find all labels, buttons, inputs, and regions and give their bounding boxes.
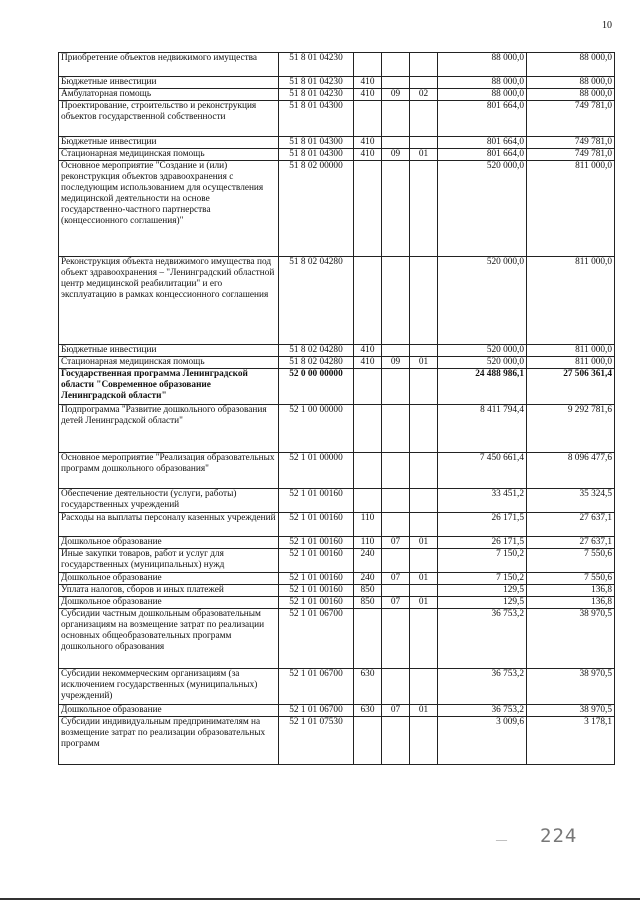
cell-sum-year-2: 7 550,6 [527, 573, 615, 585]
cell-sum-year-1: 7 450 661,4 [438, 453, 527, 489]
sheet-stamp-number: 224 [540, 825, 578, 847]
budget-table [58, 52, 615, 765]
cell-section: 09 [382, 89, 410, 101]
table-row [59, 369, 615, 405]
cell-target-article: 52 1 01 07530 [279, 717, 354, 765]
cell-section [382, 257, 410, 345]
cell-sum-year-1: 520 000,0 [438, 161, 527, 257]
cell-target-article: 51 8 02 04280 [279, 357, 354, 369]
cell-subsection: 01 [410, 705, 438, 717]
cell-target-article: 52 1 01 06700 [279, 609, 354, 669]
cell-sum-year-1: 8 411 794,4 [438, 405, 527, 453]
cell-sum-year-2: 811 000,0 [527, 345, 615, 357]
cell-subsection [410, 513, 438, 537]
table-row [59, 597, 615, 609]
cell-expense-type: 110 [354, 537, 382, 549]
cell-target-article: 52 1 01 00000 [279, 453, 354, 489]
cell-sum-year-2: 38 970,5 [527, 705, 615, 717]
cell-sum-year-1: 88 000,0 [438, 77, 527, 89]
cell-name: Стационарная медицинская помощь [59, 149, 279, 161]
table-row [59, 585, 615, 597]
cell-target-article: 51 8 01 04300 [279, 137, 354, 149]
cell-expense-type [354, 257, 382, 345]
cell-expense-type: 410 [354, 357, 382, 369]
cell-sum-year-1: 7 150,2 [438, 573, 527, 585]
cell-section [382, 453, 410, 489]
cell-section: 09 [382, 149, 410, 161]
cell-name: Проектирование, строительство и реконструкция объектов государственной собственности [59, 101, 279, 137]
cell-subsection [410, 161, 438, 257]
page-number: 10 [602, 20, 612, 31]
cell-expense-type: 410 [354, 77, 382, 89]
table-row [59, 537, 615, 549]
cell-section [382, 513, 410, 537]
cell-expense-type [354, 53, 382, 77]
cell-subsection: 01 [410, 537, 438, 549]
cell-sum-year-2: 27 637,1 [527, 537, 615, 549]
cell-subsection [410, 489, 438, 513]
cell-subsection: 01 [410, 573, 438, 585]
cell-target-article: 51 8 02 00000 [279, 161, 354, 257]
cell-section [382, 77, 410, 89]
cell-section: 09 [382, 357, 410, 369]
table-row [59, 405, 615, 453]
cell-sum-year-2: 9 292 781,6 [527, 405, 615, 453]
cell-sum-year-2: 38 970,5 [527, 669, 615, 705]
cell-target-article: 51 8 01 04230 [279, 89, 354, 101]
budget-table-body [59, 53, 615, 765]
table-row [59, 609, 615, 669]
cell-expense-type [354, 453, 382, 489]
cell-section [382, 585, 410, 597]
cell-subsection [410, 369, 438, 405]
cell-target-article: 52 0 00 00000 [279, 369, 354, 405]
cell-sum-year-1: 801 664,0 [438, 137, 527, 149]
cell-target-article: 52 1 01 06700 [279, 669, 354, 705]
cell-target-article: 51 8 01 04300 [279, 149, 354, 161]
cell-section [382, 101, 410, 137]
cell-subsection [410, 717, 438, 765]
cell-sum-year-1: 24 488 986,1 [438, 369, 527, 405]
table-row [59, 161, 615, 257]
cell-target-article: 52 1 00 00000 [279, 405, 354, 453]
cell-expense-type: 630 [354, 669, 382, 705]
cell-expense-type [354, 405, 382, 453]
cell-sum-year-2: 811 000,0 [527, 257, 615, 345]
cell-expense-type [354, 609, 382, 669]
cell-sum-year-2: 811 000,0 [527, 161, 615, 257]
cell-name: Основное мероприятие "Создание и (или) реконструкция объектов здравоохранения с последующим использованием для осуществления медицинской деятельности на основе государственно-частного партнерства (концессионного соглашения)" [59, 161, 279, 257]
cell-section [382, 345, 410, 357]
cell-name: Субсидии индивидуальным предпринимателям на возмещение затрат по реализации образовательных программ [59, 717, 279, 765]
cell-expense-type: 410 [354, 89, 382, 101]
cell-section: 07 [382, 537, 410, 549]
table-row [59, 77, 615, 89]
cell-sum-year-1: 520 000,0 [438, 257, 527, 345]
cell-expense-type: 630 [354, 705, 382, 717]
cell-target-article: 51 8 01 04300 [279, 101, 354, 137]
cell-subsection: 02 [410, 89, 438, 101]
cell-name: Реконструкция объекта недвижимого имущества под объект здравоохранения – "Ленинградский областной центр медицинской реабилитации" и его эксплуатацию в рамках концессионного соглашения [59, 257, 279, 345]
cell-subsection [410, 77, 438, 89]
cell-subsection [410, 53, 438, 77]
table-row [59, 489, 615, 513]
cell-sum-year-1: 520 000,0 [438, 357, 527, 369]
cell-subsection [410, 101, 438, 137]
cell-name: Бюджетные инвестиции [59, 137, 279, 149]
cell-sum-year-2: 749 781,0 [527, 137, 615, 149]
cell-name: Иные закупки товаров, работ и услуг для государственных (муниципальных) нужд [59, 549, 279, 573]
cell-expense-type: 850 [354, 585, 382, 597]
cell-sum-year-1: 129,5 [438, 585, 527, 597]
cell-section [382, 669, 410, 705]
cell-subsection [410, 405, 438, 453]
cell-sum-year-2: 38 970,5 [527, 609, 615, 669]
cell-target-article: 52 1 01 00160 [279, 549, 354, 573]
cell-sum-year-2: 27 506 361,4 [527, 369, 615, 405]
cell-target-article: 52 1 01 00160 [279, 597, 354, 609]
cell-subsection [410, 345, 438, 357]
cell-expense-type: 410 [354, 345, 382, 357]
cell-sum-year-2: 136,8 [527, 585, 615, 597]
cell-sum-year-1: 801 664,0 [438, 101, 527, 137]
cell-target-article: 51 8 02 04280 [279, 345, 354, 357]
cell-subsection [410, 257, 438, 345]
table-row [59, 89, 615, 101]
cell-expense-type [354, 369, 382, 405]
cell-target-article: 52 1 01 00160 [279, 537, 354, 549]
cell-sum-year-1: 26 171,5 [438, 513, 527, 537]
table-row [59, 101, 615, 137]
cell-subsection: 01 [410, 357, 438, 369]
table-row [59, 573, 615, 585]
cell-subsection [410, 549, 438, 573]
cell-section: 07 [382, 597, 410, 609]
cell-sum-year-1: 26 171,5 [438, 537, 527, 549]
stamp-dash: — [496, 834, 507, 846]
cell-target-article: 52 1 01 00160 [279, 585, 354, 597]
cell-target-article: 52 1 01 00160 [279, 489, 354, 513]
table-row [59, 513, 615, 537]
cell-name: Дошкольное образование [59, 537, 279, 549]
cell-subsection [410, 453, 438, 489]
cell-section: 07 [382, 705, 410, 717]
cell-sum-year-1: 3 009,6 [438, 717, 527, 765]
cell-name: Уплата налогов, сборов и иных платежей [59, 585, 279, 597]
cell-subsection [410, 669, 438, 705]
table-row [59, 717, 615, 765]
cell-expense-type [354, 101, 382, 137]
cell-expense-type: 240 [354, 573, 382, 585]
cell-sum-year-2: 8 096 477,6 [527, 453, 615, 489]
cell-subsection [410, 609, 438, 669]
cell-expense-type: 110 [354, 513, 382, 537]
cell-name: Дошкольное образование [59, 705, 279, 717]
cell-subsection [410, 137, 438, 149]
cell-sum-year-1: 7 150,2 [438, 549, 527, 573]
cell-section [382, 405, 410, 453]
cell-sum-year-1: 129,5 [438, 597, 527, 609]
cell-target-article: 51 8 01 04230 [279, 53, 354, 77]
cell-name: Обеспечение деятельности (услуги, работы) государственных учреждений [59, 489, 279, 513]
cell-sum-year-2: 88 000,0 [527, 89, 615, 101]
cell-sum-year-2: 27 637,1 [527, 513, 615, 537]
table-row [59, 149, 615, 161]
cell-sum-year-1: 33 451,2 [438, 489, 527, 513]
cell-sum-year-1: 801 664,0 [438, 149, 527, 161]
cell-name: Амбулаторная помощь [59, 89, 279, 101]
table-row [59, 357, 615, 369]
cell-target-article: 52 1 01 06700 [279, 705, 354, 717]
cell-expense-type: 410 [354, 137, 382, 149]
table-row [59, 549, 615, 573]
cell-expense-type [354, 717, 382, 765]
scan-bottom-edge [0, 898, 640, 900]
cell-name: Субсидии частным дошкольным образовательным организациям на возмещение затрат по реализации основных общеобразовательных программ дошкольного образования [59, 609, 279, 669]
cell-sum-year-2: 749 781,0 [527, 101, 615, 137]
cell-sum-year-2: 35 324,5 [527, 489, 615, 513]
cell-name: Дошкольное образование [59, 573, 279, 585]
cell-sum-year-2: 88 000,0 [527, 53, 615, 77]
cell-name: Бюджетные инвестиции [59, 345, 279, 357]
cell-name: Субсидии некоммерческим организациям (за исключением государственных (муниципальных) учреждений) [59, 669, 279, 705]
table-row [59, 453, 615, 489]
cell-section [382, 53, 410, 77]
cell-name: Бюджетные инвестиции [59, 77, 279, 89]
cell-expense-type [354, 489, 382, 513]
cell-expense-type: 240 [354, 549, 382, 573]
table-row [59, 705, 615, 717]
cell-section [382, 609, 410, 669]
cell-section [382, 489, 410, 513]
cell-subsection: 01 [410, 149, 438, 161]
cell-sum-year-2: 136,8 [527, 597, 615, 609]
cell-sum-year-2: 3 178,1 [527, 717, 615, 765]
cell-name: Дошкольное образование [59, 597, 279, 609]
cell-section: 07 [382, 573, 410, 585]
cell-section [382, 161, 410, 257]
cell-expense-type: 850 [354, 597, 382, 609]
cell-expense-type: 410 [354, 149, 382, 161]
cell-name: Подпрограмма "Развитие дошкольного образования детей Ленинградской области" [59, 405, 279, 453]
cell-subsection: 01 [410, 597, 438, 609]
cell-name: Расходы на выплаты персоналу казенных учреждений [59, 513, 279, 537]
cell-target-article: 51 8 01 04230 [279, 77, 354, 89]
table-row [59, 669, 615, 705]
cell-target-article: 52 1 01 00160 [279, 573, 354, 585]
cell-sum-year-2: 88 000,0 [527, 77, 615, 89]
cell-name: Основное мероприятие "Реализация образовательных программ дошкольного образования" [59, 453, 279, 489]
table-row [59, 345, 615, 357]
cell-section [382, 137, 410, 149]
cell-name: Стационарная медицинская помощь [59, 357, 279, 369]
cell-section [382, 549, 410, 573]
cell-sum-year-1: 88 000,0 [438, 89, 527, 101]
cell-sum-year-1: 36 753,2 [438, 609, 527, 669]
table-row [59, 137, 615, 149]
cell-section [382, 369, 410, 405]
cell-sum-year-2: 749 781,0 [527, 149, 615, 161]
cell-sum-year-1: 36 753,2 [438, 705, 527, 717]
cell-subsection [410, 585, 438, 597]
cell-target-article: 51 8 02 04280 [279, 257, 354, 345]
cell-section [382, 717, 410, 765]
cell-sum-year-1: 88 000,0 [438, 53, 527, 77]
cell-expense-type [354, 161, 382, 257]
table-row [59, 53, 615, 77]
cell-sum-year-1: 520 000,0 [438, 345, 527, 357]
table-row [59, 257, 615, 345]
cell-sum-year-2: 811 000,0 [527, 357, 615, 369]
cell-name: Государственная программа Ленинградской области "Современное образование Ленинградской области" [59, 369, 279, 405]
cell-sum-year-2: 7 550,6 [527, 549, 615, 573]
cell-name: Приобретение объектов недвижимого имущества [59, 53, 279, 77]
cell-target-article: 52 1 01 00160 [279, 513, 354, 537]
cell-sum-year-1: 36 753,2 [438, 669, 527, 705]
